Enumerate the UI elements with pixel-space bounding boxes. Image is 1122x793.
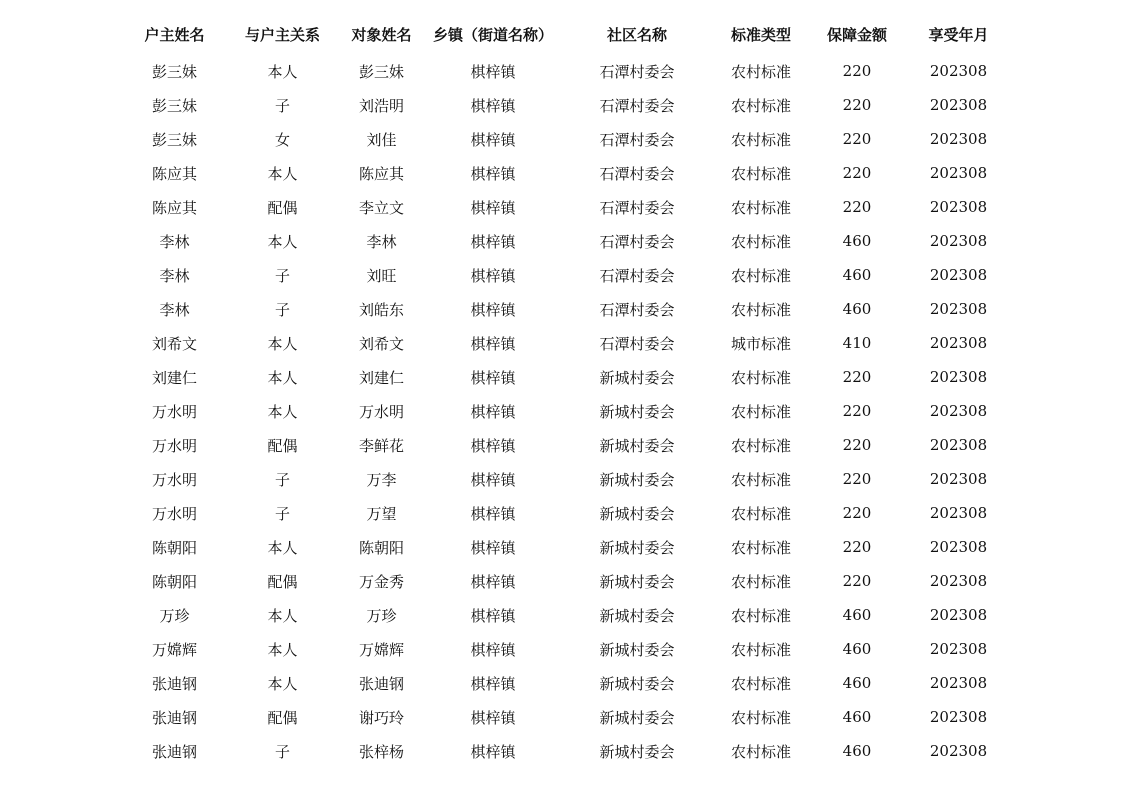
cell-household-head: 张迪钢	[151, 674, 197, 693]
cell-beneficiary-name: 陈朝阳	[358, 538, 404, 557]
cell-period: 202308	[929, 198, 988, 216]
cell-period: 202308	[929, 402, 988, 420]
table-row	[118, 530, 1008, 564]
header-standard-type: 标准类型	[730, 25, 791, 44]
cell-standard-type: 农村标准	[730, 674, 791, 693]
cell-standard-type: 农村标准	[730, 572, 791, 591]
cell-community: 石潭村委会	[599, 164, 675, 183]
cell-community: 新城村委会	[599, 436, 675, 455]
cell-household-head: 万嫦辉	[151, 640, 197, 659]
cell-period: 202308	[929, 368, 988, 386]
table-row	[118, 224, 1008, 258]
cell-household-head: 张迪钢	[151, 708, 197, 727]
cell-beneficiary-name: 万金秀	[358, 572, 404, 591]
cell-beneficiary-name: 彭三妹	[358, 62, 404, 81]
cell-amount: 460	[842, 266, 872, 284]
cell-township: 棋梓镇	[470, 164, 516, 183]
cell-amount: 410	[842, 334, 872, 352]
cell-period: 202308	[929, 674, 988, 692]
cell-relationship: 配偶	[267, 436, 298, 455]
cell-amount: 460	[842, 708, 872, 726]
cell-household-head: 万水明	[151, 436, 197, 455]
table-body	[118, 54, 1008, 768]
cell-standard-type: 农村标准	[730, 266, 791, 285]
cell-standard-type: 农村标准	[730, 96, 791, 115]
table-row	[118, 428, 1008, 462]
header-beneficiary-name: 对象姓名	[351, 25, 412, 44]
cell-beneficiary-name: 张迪钢	[358, 674, 404, 693]
cell-household-head: 李林	[159, 300, 190, 319]
cell-township: 棋梓镇	[470, 572, 516, 591]
cell-beneficiary-name: 万嫦辉	[358, 640, 404, 659]
table-row	[118, 734, 1008, 768]
cell-amount: 220	[842, 504, 872, 522]
cell-beneficiary-name: 陈应其	[358, 164, 404, 183]
cell-standard-type: 农村标准	[730, 198, 791, 217]
cell-beneficiary-name: 万望	[366, 504, 397, 523]
cell-relationship: 配偶	[267, 198, 298, 217]
cell-standard-type: 农村标准	[730, 130, 791, 149]
cell-standard-type: 农村标准	[730, 62, 791, 81]
cell-community: 新城村委会	[599, 504, 675, 523]
cell-township: 棋梓镇	[470, 198, 516, 217]
cell-township: 棋梓镇	[470, 640, 516, 659]
cell-community: 石潭村委会	[599, 232, 675, 251]
cell-relationship: 本人	[267, 368, 298, 387]
cell-community: 新城村委会	[599, 640, 675, 659]
cell-township: 棋梓镇	[470, 334, 516, 353]
table-row	[118, 598, 1008, 632]
cell-township: 棋梓镇	[470, 232, 516, 251]
cell-community: 石潭村委会	[599, 300, 675, 319]
cell-township: 棋梓镇	[470, 504, 516, 523]
cell-beneficiary-name: 李林	[366, 232, 397, 251]
cell-beneficiary-name: 刘建仁	[358, 368, 404, 387]
cell-period: 202308	[929, 708, 988, 726]
cell-household-head: 彭三妹	[151, 62, 197, 81]
cell-relationship: 子	[274, 742, 290, 761]
table-row	[118, 700, 1008, 734]
cell-period: 202308	[929, 266, 988, 284]
cell-relationship: 子	[274, 300, 290, 319]
cell-relationship: 本人	[267, 402, 298, 421]
cell-community: 石潭村委会	[599, 62, 675, 81]
cell-period: 202308	[929, 62, 988, 80]
table-row	[118, 666, 1008, 700]
cell-township: 棋梓镇	[470, 266, 516, 285]
cell-standard-type: 农村标准	[730, 606, 791, 625]
cell-amount: 460	[842, 232, 872, 250]
cell-relationship: 本人	[267, 640, 298, 659]
cell-beneficiary-name: 李立文	[358, 198, 404, 217]
cell-relationship: 本人	[267, 164, 298, 183]
table-row	[118, 394, 1008, 428]
cell-household-head: 刘建仁	[151, 368, 197, 387]
cell-beneficiary-name: 谢巧玲	[358, 708, 404, 727]
cell-township: 棋梓镇	[470, 470, 516, 489]
cell-amount: 220	[842, 62, 872, 80]
cell-household-head: 万珍	[159, 606, 190, 625]
cell-period: 202308	[929, 538, 988, 556]
cell-amount: 220	[842, 130, 872, 148]
cell-township: 棋梓镇	[470, 674, 516, 693]
table-row	[118, 88, 1008, 122]
table-row	[118, 54, 1008, 88]
cell-amount: 460	[842, 606, 872, 624]
cell-amount: 220	[842, 368, 872, 386]
cell-amount: 220	[842, 538, 872, 556]
cell-standard-type: 农村标准	[730, 504, 791, 523]
cell-township: 棋梓镇	[470, 130, 516, 149]
cell-community: 石潭村委会	[599, 96, 675, 115]
cell-standard-type: 农村标准	[730, 164, 791, 183]
cell-amount: 220	[842, 402, 872, 420]
cell-standard-type: 农村标准	[730, 708, 791, 727]
cell-amount: 460	[842, 640, 872, 658]
header-township: 乡镇（街道名称）	[432, 25, 553, 44]
cell-beneficiary-name: 万水明	[358, 402, 404, 421]
cell-relationship: 本人	[267, 334, 298, 353]
cell-amount: 220	[842, 164, 872, 182]
assistance-table	[118, 14, 1008, 768]
cell-household-head: 彭三妹	[151, 130, 197, 149]
table-row	[118, 632, 1008, 666]
cell-standard-type: 农村标准	[730, 742, 791, 761]
cell-household-head: 陈应其	[151, 164, 197, 183]
header-relationship: 与户主关系	[244, 25, 320, 44]
cell-township: 棋梓镇	[470, 436, 516, 455]
cell-relationship: 本人	[267, 538, 298, 557]
cell-period: 202308	[929, 334, 988, 352]
cell-amount: 460	[842, 300, 872, 318]
cell-township: 棋梓镇	[470, 368, 516, 387]
cell-community: 新城村委会	[599, 402, 675, 421]
table-row	[118, 360, 1008, 394]
cell-beneficiary-name: 刘皓东	[358, 300, 404, 319]
cell-period: 202308	[929, 572, 988, 590]
cell-community: 新城村委会	[599, 708, 675, 727]
cell-period: 202308	[929, 164, 988, 182]
cell-relationship: 子	[274, 504, 290, 523]
cell-community: 新城村委会	[599, 742, 675, 761]
cell-community: 新城村委会	[599, 470, 675, 489]
cell-relationship: 本人	[267, 674, 298, 693]
table-row	[118, 258, 1008, 292]
table-row	[118, 496, 1008, 530]
cell-township: 棋梓镇	[470, 96, 516, 115]
cell-amount: 460	[842, 674, 872, 692]
cell-community: 新城村委会	[599, 606, 675, 625]
cell-standard-type: 农村标准	[730, 538, 791, 557]
table-row	[118, 156, 1008, 190]
cell-household-head: 李林	[159, 232, 190, 251]
cell-standard-type: 农村标准	[730, 640, 791, 659]
cell-period: 202308	[929, 504, 988, 522]
header-period: 享受年月	[928, 25, 989, 44]
cell-period: 202308	[929, 96, 988, 114]
cell-relationship: 本人	[267, 62, 298, 81]
cell-township: 棋梓镇	[470, 742, 516, 761]
cell-amount: 220	[842, 96, 872, 114]
header-community: 社区名称	[606, 25, 667, 44]
cell-community: 新城村委会	[599, 674, 675, 693]
header-row	[118, 14, 1008, 54]
cell-period: 202308	[929, 606, 988, 624]
cell-beneficiary-name: 刘希文	[358, 334, 404, 353]
cell-community: 石潭村委会	[599, 198, 675, 217]
cell-beneficiary-name: 李鲜花	[358, 436, 404, 455]
table-row	[118, 564, 1008, 598]
cell-amount: 220	[842, 198, 872, 216]
cell-township: 棋梓镇	[470, 708, 516, 727]
cell-beneficiary-name: 刘浩明	[358, 96, 404, 115]
cell-community: 石潭村委会	[599, 130, 675, 149]
table-row	[118, 462, 1008, 496]
cell-period: 202308	[929, 436, 988, 454]
cell-township: 棋梓镇	[470, 538, 516, 557]
cell-household-head: 万水明	[151, 504, 197, 523]
cell-beneficiary-name: 刘旺	[366, 266, 397, 285]
cell-standard-type: 农村标准	[730, 470, 791, 489]
cell-community: 新城村委会	[599, 572, 675, 591]
cell-township: 棋梓镇	[470, 62, 516, 81]
cell-beneficiary-name: 刘佳	[366, 130, 397, 149]
cell-relationship: 子	[274, 470, 290, 489]
cell-relationship: 子	[274, 266, 290, 285]
cell-household-head: 刘希文	[151, 334, 197, 353]
cell-household-head: 张迪钢	[151, 742, 197, 761]
cell-amount: 220	[842, 436, 872, 454]
cell-household-head: 陈应其	[151, 198, 197, 217]
header-household-head: 户主姓名	[144, 25, 205, 44]
cell-period: 202308	[929, 742, 988, 760]
cell-period: 202308	[929, 232, 988, 250]
cell-standard-type: 城市标准	[730, 334, 791, 353]
table-row	[118, 122, 1008, 156]
cell-beneficiary-name: 张梓杨	[358, 742, 404, 761]
cell-community: 石潭村委会	[599, 266, 675, 285]
cell-period: 202308	[929, 130, 988, 148]
cell-household-head: 万水明	[151, 402, 197, 421]
cell-standard-type: 农村标准	[730, 232, 791, 251]
cell-relationship: 配偶	[267, 572, 298, 591]
cell-period: 202308	[929, 470, 988, 488]
cell-relationship: 女	[274, 130, 290, 149]
cell-relationship: 本人	[267, 606, 298, 625]
cell-amount: 460	[842, 742, 872, 760]
cell-community: 新城村委会	[599, 368, 675, 387]
table-row	[118, 190, 1008, 224]
table-header	[118, 14, 1008, 54]
cell-relationship: 本人	[267, 232, 298, 251]
cell-beneficiary-name: 万珍	[366, 606, 397, 625]
cell-period: 202308	[929, 300, 988, 318]
cell-household-head: 万水明	[151, 470, 197, 489]
cell-community: 石潭村委会	[599, 334, 675, 353]
cell-amount: 220	[842, 572, 872, 590]
cell-household-head: 陈朝阳	[151, 538, 197, 557]
cell-standard-type: 农村标准	[730, 402, 791, 421]
cell-household-head: 李林	[159, 266, 190, 285]
cell-amount: 220	[842, 470, 872, 488]
cell-beneficiary-name: 万李	[366, 470, 397, 489]
cell-township: 棋梓镇	[470, 300, 516, 319]
cell-standard-type: 农村标准	[730, 300, 791, 319]
cell-standard-type: 农村标准	[730, 436, 791, 455]
cell-period: 202308	[929, 640, 988, 658]
cell-standard-type: 农村标准	[730, 368, 791, 387]
header-amount: 保障金额	[826, 25, 887, 44]
cell-township: 棋梓镇	[470, 402, 516, 421]
cell-township: 棋梓镇	[470, 606, 516, 625]
cell-relationship: 配偶	[267, 708, 298, 727]
cell-household-head: 彭三妹	[151, 96, 197, 115]
cell-community: 新城村委会	[599, 538, 675, 557]
table-row	[118, 326, 1008, 360]
cell-relationship: 子	[274, 96, 290, 115]
cell-household-head: 陈朝阳	[151, 572, 197, 591]
table-row	[118, 292, 1008, 326]
